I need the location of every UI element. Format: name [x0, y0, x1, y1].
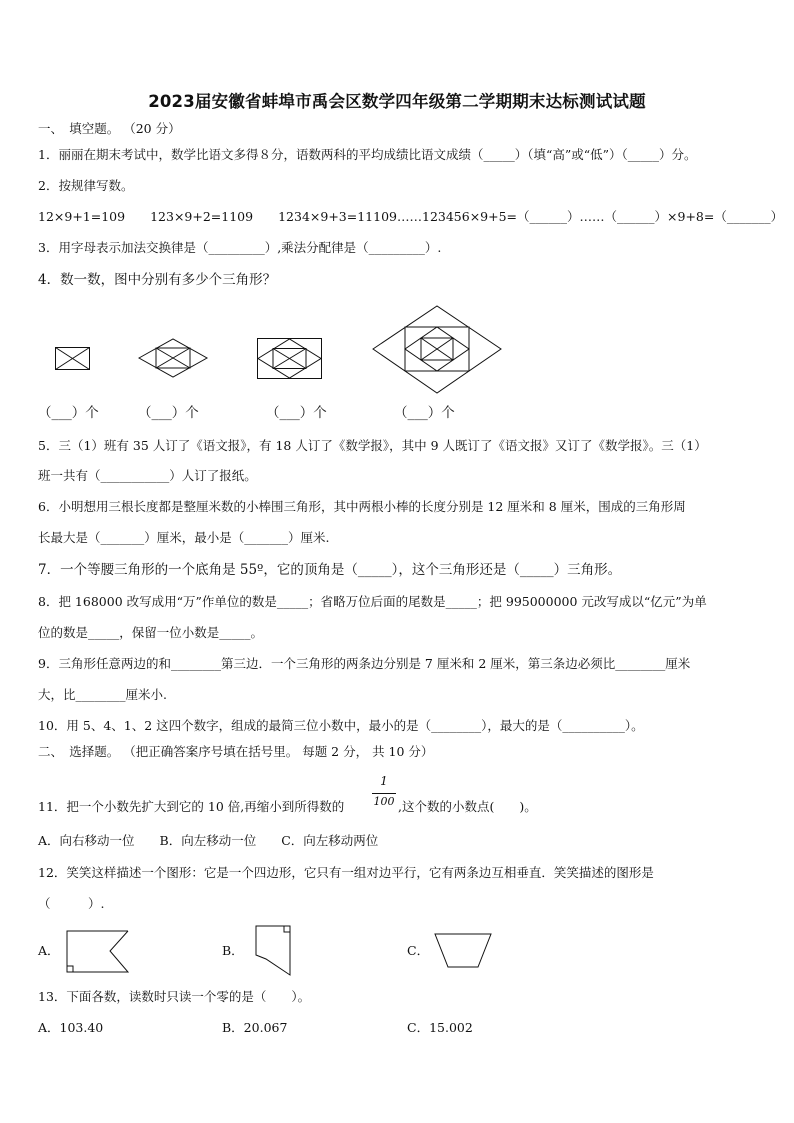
triangle-figure-1: [55, 347, 91, 371]
fraction-numerator: 1: [380, 774, 388, 788]
figure-3-answer: （___）个: [266, 405, 327, 421]
question-4: 4．数一数，图中分别有多少个三角形？: [38, 272, 277, 288]
question-13-option-a: A．103.40: [38, 1020, 104, 1035]
question-13-option-c: C．15.002: [407, 1020, 473, 1035]
section-2-heading: 二、 选择题。 （把正确答案序号填在括号里。 每题 2 分， 共 10 分）: [38, 744, 434, 759]
fraction-denominator: 100: [373, 795, 395, 808]
option-b-label: B．: [222, 943, 244, 958]
section-1-heading: 一、 填空题。 （20 分）: [38, 121, 181, 136]
question-5-line-2: 班一共有（___________）人订了报纸。: [38, 468, 257, 483]
option-c-shape: [434, 933, 492, 969]
figure-1-answer: （___）个: [38, 405, 99, 421]
question-8-line-1: 8．把 168000 改写成用“万”作单位的数是_____；省略万位后面的尾数是_____；把 995000000 元改写成以“亿元”为单: [38, 594, 707, 609]
option-b-shape: [254, 925, 294, 977]
triangle-figure-4: [372, 305, 502, 395]
question-5-line-1: 5．三（1）班有 35 人订了《语文报》，有 18 人订了《数学报》，其中 9 人既订了《语文报》又订了《数学报》。三（1）: [38, 438, 707, 453]
question-2: 2．按规律写数。: [38, 178, 134, 193]
question-12-line-1: 12．笑笑这样描述一个图形：它是一个四边形，它只有一组对边平行，它有两条边互相垂直．笑笑描述的图形是: [38, 865, 654, 880]
question-11-part-2: ,这个数的小数点( )。: [398, 799, 537, 814]
question-11-part-1: 11．把一个小数先扩大到它的 10 倍,再缩小到所得数的: [38, 799, 345, 814]
question-6-line-1: 6．小明想用三根长度都是整厘米数的小棒围三角形，其中两根小棒的长度分别是 12 厘米和 8 厘米，围成的三角形周: [38, 499, 686, 514]
question-7: 7．一个等腰三角形的一个底角是 55º，它的顶角是（_____），这个三角形还是（_____）三角形。: [38, 562, 622, 578]
question-13: 13．下面各数，读数时只读一个零的是（ ）。: [38, 989, 311, 1004]
question-11-options: A．向右移动一位 B．向左移动一位 C．向左移动两位: [38, 833, 379, 848]
triangle-figure-2: [138, 338, 208, 378]
question-9-line-1: 9．三角形任意两边的和________第三边．一个三角形的两条边分别是 7 厘米和 2 厘米，第三条边必须比________厘米: [38, 656, 691, 671]
question-1: 1．丽丽在期末考试中，数学比语文多得８分，语数两科的平均成绩比语文成绩（_____）（填“高”或“低”）（_____）分。: [38, 147, 697, 162]
question-2-sequence: 12×9+1=109 123×9+2=1109 1234×9+3=11109……123456×9+5=（______）……（______）×9+8=（_______）: [38, 209, 784, 224]
fraction-bar: [372, 793, 396, 794]
option-c-label: C．: [407, 943, 430, 958]
question-10: 10．用 5、4、1、2 这四个数字，组成的最简三位小数中，最小的是（________），最大的是（__________）。: [38, 718, 644, 733]
question-6-line-2: 长最大是（_______）厘米，最小是（_______）厘米.: [38, 530, 330, 545]
option-a-shape: [66, 930, 130, 974]
option-a-label: A．: [38, 943, 60, 958]
figure-4-answer: （___）个: [394, 405, 455, 421]
question-12-line-2: （ ）.: [38, 896, 105, 911]
page-title: 2023届安徽省蚌埠市禹会区数学四年级第二学期期末达标测试试题: [148, 92, 646, 111]
question-3: 3．用字母表示加法交换律是（_________）,乘法分配律是（_________）.: [38, 240, 442, 255]
question-8-line-2: 位的数是_____，保留一位小数是_____。: [38, 625, 264, 640]
triangle-figure-3: [257, 338, 323, 380]
figure-2-answer: （___）个: [138, 405, 199, 421]
question-13-option-b: B．20.067: [222, 1020, 288, 1035]
question-9-line-2: 大，比________厘米小.: [38, 687, 167, 702]
